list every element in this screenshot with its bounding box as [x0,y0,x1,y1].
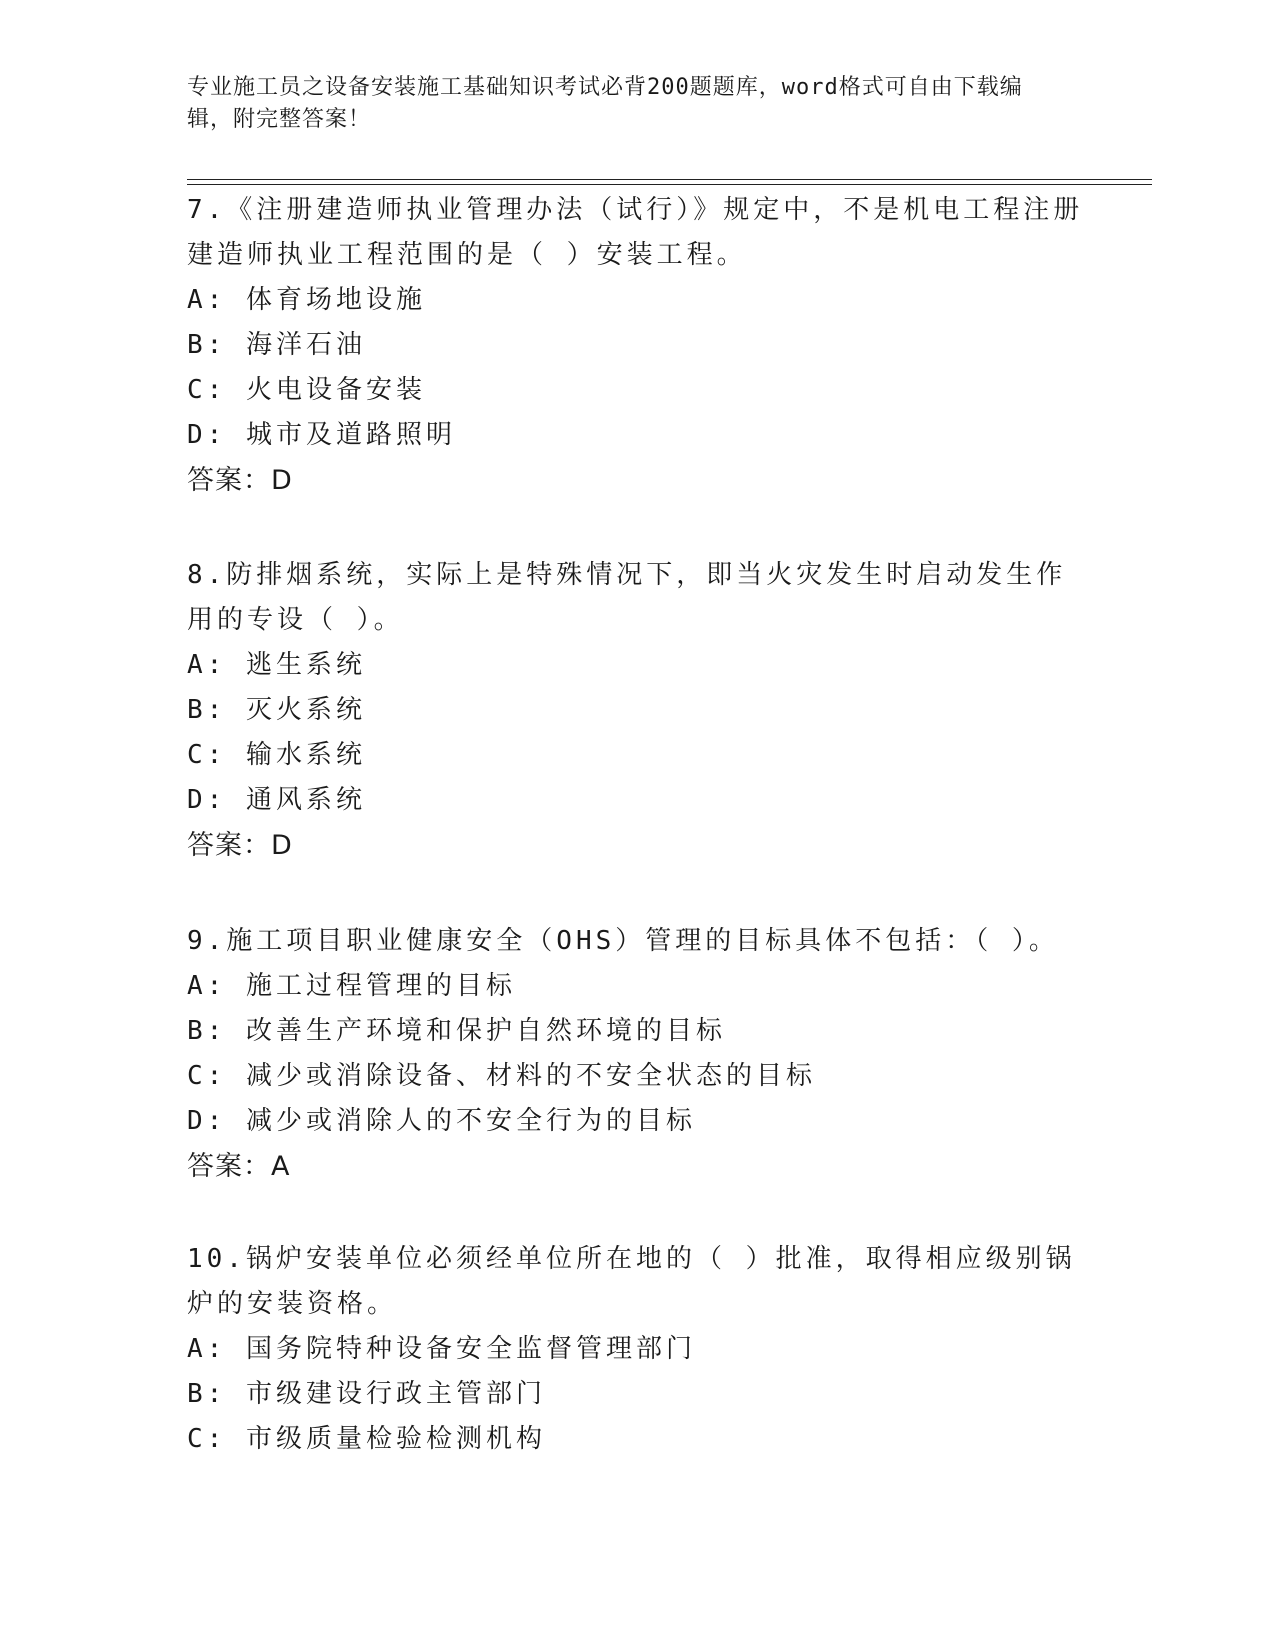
question-10 [187,1237,1087,1462]
answer-line: 答案：A [187,1151,291,1182]
option-b: B: 灭火系统 [187,695,366,725]
option-b: B: 改善生产环境和保护自然环境的目标 [187,1016,726,1046]
option-c: C: 火电设备安装 [187,375,426,405]
question-text: 7.《注册建造师执业管理办法（试行）》规定中，不是机电工程注册建造师执业工程范围的是（ ）安装工程。 [187,195,1084,270]
question-7 [187,188,1087,503]
question-text: 8.防排烟系统，实际上是特殊情况下，即当火灾发生时启动发生作用的专设（ ）。 [187,560,1067,635]
option-c: C: 市级质量检验检测机构 [187,1424,546,1454]
question-text: 9.施工项目职业健康安全（OHS）管理的目标具体不包括：（ ）。 [187,926,1059,956]
header-divider-top [187,179,1152,180]
option-a: A: 施工过程管理的目标 [187,971,516,1001]
option-a: A: 逃生系统 [187,650,366,680]
option-b: B: 海洋石油 [187,330,366,360]
option-d: D: 城市及道路照明 [187,420,456,450]
option-d: D: 通风系统 [187,785,366,815]
option-c: C: 输水系统 [187,740,366,770]
answer-line: 答案：D [187,465,293,496]
option-a: A: 体育场地设施 [187,285,426,315]
question-9 [187,919,1087,1189]
question-8 [187,553,1087,868]
header-divider-bottom [187,184,1152,185]
option-a: A: 国务院特种设备安全监督管理部门 [187,1334,696,1364]
answer-line: 答案：D [187,830,293,861]
option-b: B: 市级建设行政主管部门 [187,1379,546,1409]
option-d: D: 减少或消除人的不安全行为的目标 [187,1106,696,1136]
option-c: C: 减少或消除设备、材料的不安全状态的目标 [187,1061,816,1091]
question-text: 10.锅炉安装单位必须经单位所在地的（ ）批准，取得相应级别锅炉的安装资格。 [187,1244,1076,1319]
document-header [187,72,1067,136]
header-intro-text: 专业施工员之设备安装施工基础知识考试必背200题题库，word格式可自由下载编辑，附完整答案！ [187,75,1023,132]
